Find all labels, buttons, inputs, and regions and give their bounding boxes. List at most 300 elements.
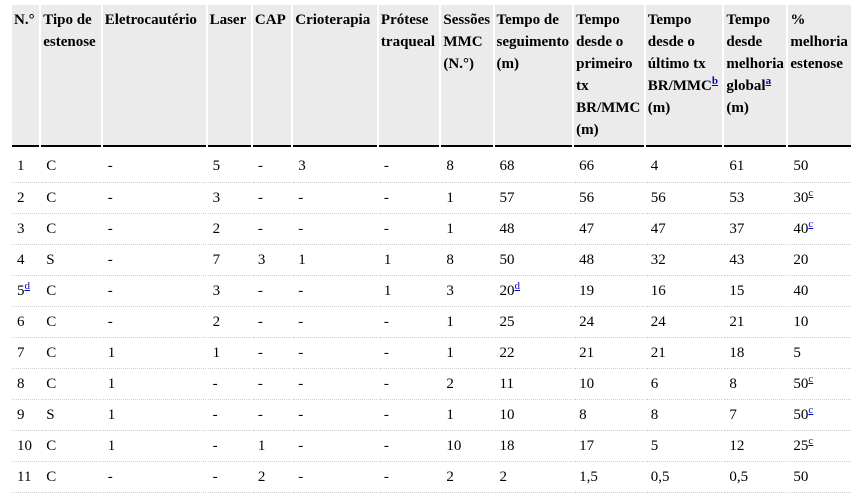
cell-value: 57	[499, 190, 515, 206]
table-cell	[646, 462, 723, 493]
table-cell	[788, 400, 851, 431]
results-table-container	[10, 5, 853, 493]
table-cell	[253, 245, 291, 276]
cell-value: 7	[212, 252, 221, 268]
table-cell	[253, 462, 291, 493]
table-cell	[441, 307, 492, 338]
table-cell	[788, 245, 851, 276]
cell-value: 3	[212, 283, 221, 299]
cell-value: 8	[729, 376, 737, 392]
cell-value: -	[107, 469, 113, 485]
footnote-link[interactable]: c	[808, 373, 814, 385]
table-cell	[253, 400, 291, 431]
table-cell	[646, 214, 723, 245]
cell-value: 2	[212, 221, 221, 237]
table-cell	[293, 147, 377, 183]
footnote-link[interactable]: c	[808, 435, 814, 447]
cell-value: -	[257, 283, 263, 299]
table-cell	[495, 307, 573, 338]
table-cell	[253, 214, 291, 245]
cell-value: 20	[499, 283, 515, 299]
table-row	[12, 214, 851, 245]
table-cell	[12, 307, 39, 338]
cell-value: 8	[446, 157, 454, 174]
cell-value: 8	[446, 252, 454, 268]
cell-value: 53	[729, 190, 745, 206]
cell-value: 1	[257, 438, 266, 454]
cell-value: 3	[446, 283, 454, 299]
column-header-1	[41, 5, 100, 147]
cell-value: 20	[793, 252, 809, 268]
table-cell	[103, 431, 206, 462]
column-header-label: CAP	[254, 12, 286, 28]
cell-value: 24	[650, 314, 666, 330]
table-cell	[12, 147, 39, 183]
table-cell	[441, 183, 492, 214]
column-header-label: Tempo desde melhoria global	[726, 12, 784, 94]
column-header-label: Eletrocautério	[104, 12, 197, 28]
table-cell	[724, 183, 786, 214]
table-cell	[646, 400, 723, 431]
table-cell	[724, 245, 786, 276]
table-cell	[41, 400, 100, 431]
table-row	[12, 307, 851, 338]
table-cell	[574, 147, 644, 183]
cell-value: S	[46, 252, 55, 268]
table-row	[12, 400, 851, 431]
cell-value: 2	[212, 314, 221, 330]
table-cell	[41, 307, 100, 338]
cell-value: 21	[650, 345, 666, 361]
table-cell	[41, 462, 100, 493]
cell-value: -	[383, 345, 389, 361]
table-cell	[495, 431, 573, 462]
table-cell	[788, 276, 851, 307]
cell-value: 1	[107, 407, 116, 423]
table-cell	[12, 245, 39, 276]
table-cell	[41, 338, 100, 369]
table-cell	[574, 431, 644, 462]
table-cell	[103, 276, 206, 307]
table-cell	[379, 307, 440, 338]
table-cell	[495, 276, 573, 307]
column-header-3	[208, 5, 251, 147]
table-cell	[379, 338, 440, 369]
cell-value: -	[257, 314, 263, 330]
cell-value: 1	[17, 157, 25, 174]
cell-value: 3	[257, 252, 266, 268]
table-cell	[724, 462, 786, 493]
table-cell	[253, 147, 291, 183]
table-cell	[208, 462, 251, 493]
table-cell	[379, 400, 440, 431]
cell-value: 5	[17, 283, 25, 299]
table-cell	[41, 369, 100, 400]
cell-value: C	[46, 376, 57, 392]
table-cell	[293, 400, 377, 431]
cell-value: -	[107, 252, 113, 268]
column-header-11	[724, 5, 786, 147]
table-cell	[293, 276, 377, 307]
cell-value: 8	[650, 407, 659, 423]
column-header-label: Laser	[209, 12, 247, 28]
table-cell	[208, 183, 251, 214]
cell-value: 47	[650, 221, 666, 237]
table-cell	[574, 400, 644, 431]
cell-value: 6	[17, 314, 25, 330]
cell-value: -	[212, 407, 218, 423]
cell-value: 0,5	[729, 469, 749, 485]
cell-value: C	[46, 314, 57, 330]
results-table	[10, 5, 853, 493]
table-cell	[574, 276, 644, 307]
cell-value: -	[298, 345, 304, 361]
cell-value: 6	[650, 376, 659, 392]
column-header-4	[253, 5, 291, 147]
table-cell	[646, 369, 723, 400]
cell-value: -	[107, 157, 113, 174]
table-row	[12, 245, 851, 276]
cell-value: 7	[729, 407, 737, 423]
column-header-6	[379, 5, 440, 147]
table-cell	[41, 147, 100, 183]
table-cell	[12, 400, 39, 431]
cell-value: 4	[17, 252, 25, 268]
table-cell	[208, 307, 251, 338]
cell-value: 50	[793, 469, 809, 485]
table-cell	[646, 245, 723, 276]
column-header-12	[788, 5, 851, 147]
table-cell	[293, 183, 377, 214]
table-cell	[253, 431, 291, 462]
table-cell	[646, 307, 723, 338]
footnote-link[interactable]: a	[765, 75, 772, 87]
cell-value: -	[383, 376, 389, 392]
table-cell	[379, 369, 440, 400]
cell-value: 1	[446, 190, 454, 206]
cell-value: 66	[579, 157, 595, 174]
cell-value: 50	[793, 376, 809, 392]
cell-value: -	[383, 190, 389, 206]
column-header-label: Crioterapia	[295, 12, 371, 28]
table-row	[12, 431, 851, 462]
cell-value: 10	[793, 314, 809, 330]
cell-value: -	[257, 157, 263, 174]
cell-value: C	[46, 190, 57, 206]
cell-value: 3	[17, 221, 25, 237]
cell-value: 3	[298, 157, 306, 174]
table-cell	[12, 369, 39, 400]
table-header	[12, 5, 851, 147]
cell-value: 61	[729, 157, 745, 174]
column-header-9	[574, 5, 644, 147]
cell-value: 1	[107, 438, 116, 454]
table-cell	[724, 431, 786, 462]
table-cell	[495, 369, 573, 400]
cell-value: 24	[579, 314, 595, 330]
cell-value: 1	[383, 283, 392, 299]
cell-value: 10	[17, 438, 32, 454]
footnote-link[interactable]: d	[514, 280, 521, 292]
table-cell	[293, 307, 377, 338]
table-cell	[495, 245, 573, 276]
cell-value: -	[383, 407, 389, 423]
cell-value: -	[298, 314, 304, 330]
table-cell	[495, 183, 573, 214]
cell-value: 3	[212, 190, 221, 206]
cell-value: 37	[729, 221, 745, 237]
table-cell	[379, 276, 440, 307]
table-body	[12, 147, 851, 493]
table-cell	[208, 400, 251, 431]
cell-value: 25	[793, 438, 809, 454]
table-cell	[103, 245, 206, 276]
table-cell	[12, 276, 39, 307]
table-cell	[495, 338, 573, 369]
cell-value: -	[257, 221, 263, 237]
table-cell	[103, 462, 206, 493]
header-row	[12, 5, 851, 147]
cell-value: -	[298, 438, 304, 454]
table-cell	[441, 338, 492, 369]
table-cell	[788, 338, 851, 369]
table-cell	[253, 338, 291, 369]
table-cell	[495, 147, 573, 183]
cell-value: C	[46, 469, 57, 485]
table-cell	[646, 147, 723, 183]
table-cell	[103, 214, 206, 245]
cell-value: 19	[579, 283, 595, 299]
table-cell	[646, 276, 723, 307]
cell-value: 8	[579, 407, 587, 423]
table-cell	[724, 307, 786, 338]
footnote-link[interactable]: c	[808, 218, 814, 230]
cell-value: -	[383, 221, 389, 237]
cell-value: -	[257, 407, 263, 423]
cell-value: C	[46, 157, 57, 174]
cell-value: -	[257, 376, 263, 392]
table-cell	[574, 462, 644, 493]
table-cell	[293, 338, 377, 369]
cell-value: 1,5	[579, 469, 598, 485]
cell-value: 5	[212, 157, 221, 174]
cell-value: -	[383, 469, 389, 485]
cell-value: 10	[446, 438, 462, 454]
cell-value: 1	[446, 407, 454, 423]
table-cell	[208, 338, 251, 369]
cell-value: 21	[729, 314, 745, 330]
table-cell	[788, 307, 851, 338]
cell-value: 2	[499, 469, 508, 485]
table-cell	[208, 369, 251, 400]
cell-value: 68	[499, 157, 515, 174]
table-cell	[12, 462, 39, 493]
table-cell	[379, 431, 440, 462]
column-header-5	[293, 5, 377, 147]
column-header-label: Sessões MMC (N.°)	[443, 12, 491, 72]
table-cell	[574, 338, 644, 369]
table-cell	[12, 431, 39, 462]
table-cell	[646, 338, 723, 369]
cell-value: 1	[212, 345, 221, 361]
column-header-8	[495, 5, 573, 147]
cell-value: 47	[579, 221, 595, 237]
footnote-link[interactable]: b	[711, 75, 719, 87]
cell-value: 16	[650, 283, 666, 299]
table-cell	[788, 214, 851, 245]
table-cell	[293, 431, 377, 462]
table-cell	[441, 245, 492, 276]
table-cell	[379, 183, 440, 214]
table-cell	[724, 369, 786, 400]
cell-value: S	[46, 407, 55, 423]
table-cell	[441, 369, 492, 400]
table-cell	[253, 369, 291, 400]
cell-value: C	[46, 221, 57, 237]
cell-value: -	[298, 283, 304, 299]
cell-value: 12	[729, 438, 745, 454]
cell-value: C	[46, 345, 57, 361]
cell-value: 56	[650, 190, 666, 206]
cell-value: 48	[579, 252, 595, 268]
column-header-7	[441, 5, 492, 147]
cell-value: 8	[17, 376, 25, 392]
table-cell	[103, 183, 206, 214]
table-cell	[293, 214, 377, 245]
cell-value: C	[46, 283, 57, 299]
cell-value: 1	[446, 221, 454, 237]
table-cell	[103, 147, 206, 183]
table-cell	[441, 400, 492, 431]
cell-value: 9	[17, 407, 25, 423]
cell-value: 0,5	[650, 469, 670, 485]
table-cell	[495, 214, 573, 245]
table-cell	[646, 183, 723, 214]
table-cell	[441, 147, 492, 183]
cell-value: 50	[793, 407, 809, 423]
table-cell	[788, 147, 851, 183]
cell-value: -	[383, 157, 389, 174]
table-cell	[574, 307, 644, 338]
cell-value: -	[212, 469, 218, 485]
cell-value: -	[107, 221, 113, 237]
cell-value: 50	[793, 157, 809, 174]
table-cell	[103, 369, 206, 400]
cell-value: 15	[729, 283, 745, 299]
column-header-label: Prótese traqueal	[380, 12, 436, 50]
column-header-0	[12, 5, 39, 147]
table-cell	[646, 431, 723, 462]
table-cell	[724, 400, 786, 431]
table-cell	[208, 245, 251, 276]
table-cell	[495, 462, 573, 493]
table-cell	[41, 245, 100, 276]
column-header-2	[103, 5, 206, 147]
table-cell	[253, 183, 291, 214]
table-cell	[208, 214, 251, 245]
cell-value: -	[212, 376, 218, 392]
cell-value: 18	[499, 438, 515, 454]
footnote-link[interactable]: c	[808, 404, 814, 416]
table-cell	[293, 462, 377, 493]
column-header-unit: (m)	[726, 100, 749, 116]
table-cell	[788, 369, 851, 400]
cell-value: 5	[793, 345, 801, 361]
cell-value: -	[212, 438, 218, 454]
column-header-label: Tempo de seguimento (m)	[496, 12, 570, 72]
table-cell	[41, 183, 100, 214]
cell-value: 43	[729, 252, 745, 268]
cell-value: 2	[446, 376, 454, 392]
footnote-link[interactable]: c	[808, 187, 814, 199]
footnote-link[interactable]: d	[24, 280, 30, 292]
table-cell	[379, 245, 440, 276]
cell-value: 5	[650, 438, 659, 454]
column-header-label: N.°	[14, 12, 35, 28]
cell-value: 40	[793, 283, 809, 299]
cell-value: -	[107, 190, 113, 206]
cell-value: 1	[107, 376, 116, 392]
cell-value: -	[257, 345, 263, 361]
table-cell	[293, 245, 377, 276]
cell-value: -	[298, 190, 304, 206]
table-cell	[253, 276, 291, 307]
table-cell	[41, 431, 100, 462]
table-row	[12, 338, 851, 369]
table-cell	[441, 462, 492, 493]
table-cell	[724, 214, 786, 245]
table-cell	[788, 462, 851, 493]
column-header-label: Tempo desde o último tx BR/MMC	[647, 12, 712, 94]
column-header-label: Tipo de estenose	[43, 12, 96, 50]
cell-value: 10	[579, 376, 595, 392]
cell-value: 1	[446, 314, 454, 330]
cell-value: 7	[17, 345, 25, 361]
cell-value: 30	[793, 190, 809, 206]
cell-value: 50	[499, 252, 515, 268]
table-cell	[788, 183, 851, 214]
cell-value: 2	[446, 469, 454, 485]
cell-value: 18	[729, 345, 745, 361]
cell-value: 48	[499, 221, 515, 237]
table-row	[12, 369, 851, 400]
cell-value: 10	[499, 407, 515, 423]
table-cell	[441, 214, 492, 245]
column-header-label: Tempo desde o primeiro tx BR/MMC (m)	[576, 12, 641, 138]
column-header-unit: (m)	[647, 100, 671, 116]
column-header-label: % melhoria estenose	[790, 12, 848, 72]
table-cell	[441, 276, 492, 307]
table-cell	[103, 400, 206, 431]
table-cell	[41, 214, 100, 245]
table-row	[12, 183, 851, 214]
table-cell	[253, 307, 291, 338]
table-cell	[574, 369, 644, 400]
table-cell	[574, 214, 644, 245]
cell-value: 11	[17, 469, 32, 485]
table-cell	[788, 431, 851, 462]
table-cell	[208, 276, 251, 307]
column-header-10	[646, 5, 723, 147]
table-cell	[208, 147, 251, 183]
table-cell	[574, 245, 644, 276]
table-cell	[574, 183, 644, 214]
cell-value: 1	[298, 252, 306, 268]
table-cell	[441, 431, 492, 462]
table-row	[12, 147, 851, 183]
table-row	[12, 276, 851, 307]
cell-value: 1	[383, 252, 392, 268]
